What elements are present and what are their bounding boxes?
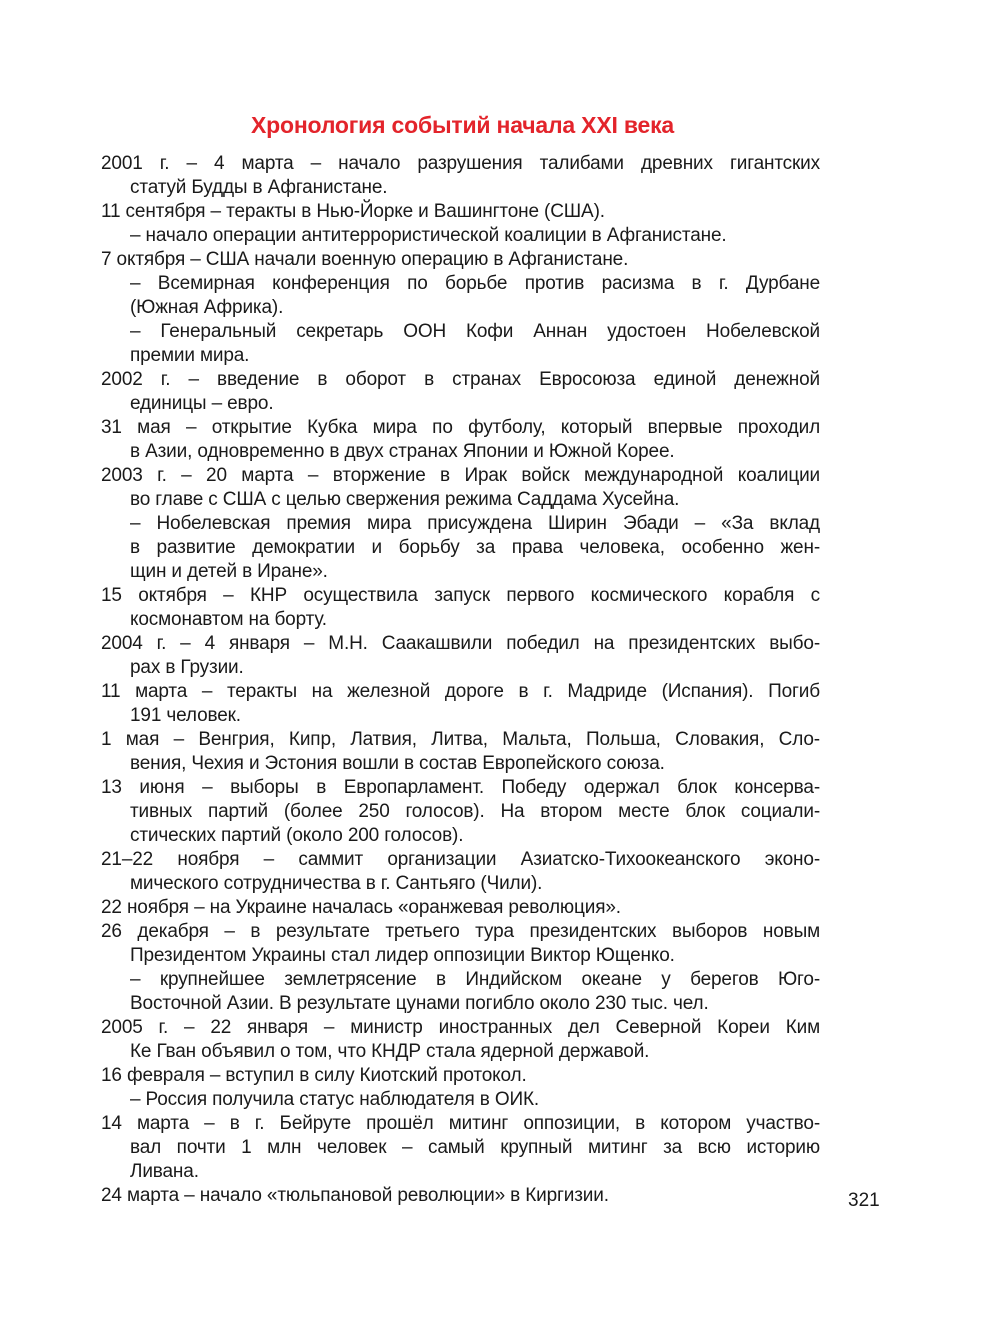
chronology-entry (101, 1016, 820, 1064)
chronology-sub-entry (101, 224, 820, 248)
entry-line: 191 человек. (130, 705, 241, 726)
entry-line: 13 июня – выборы в Европарламент. Победу одержал блок консерва- (101, 777, 820, 798)
entry-line: премии мира. (130, 345, 250, 366)
chronology-entry (101, 776, 820, 848)
entry-line: в развитие демократии и борьбу за права человека, особенно жен- (130, 537, 820, 558)
entry-line: – Россия получила статус наблюдателя в ОИК. (130, 1089, 540, 1110)
entry-line: 24 марта – начало «тюльпановой революции» в Киргизии. (101, 1185, 609, 1206)
entry-line: (Южная Африка). (130, 297, 284, 318)
entry-line: Президентом Украины стал лидер оппозиции Виктор Ющенко. (130, 945, 675, 966)
entry-line: вения, Чехия и Эстония вошли в состав Европейского союза. (130, 753, 665, 774)
entry-line: 2004 г. – 4 января – М.Н. Саакашвили победил на президентских выбо- (101, 633, 820, 654)
entry-line: статуй Будды в Афганистане. (130, 177, 388, 198)
entry-line: стических партий (около 200 голосов). (130, 825, 464, 846)
chronology-entry (101, 368, 820, 416)
chronology-sub-entry (101, 1088, 820, 1112)
entry-line: единицы – евро. (130, 393, 274, 414)
entry-line: 2001 г. – 4 марта – начало разрушения талибами древних гигантских (101, 153, 820, 174)
entry-line: 21–22 ноября – саммит организации Азиатско-Тихоокеанского эконо- (101, 849, 820, 870)
entry-line: 26 декабря – в результате третьего тура президентских выборов новым (101, 921, 820, 942)
chronology-entry (101, 464, 820, 512)
chronology-entry (101, 248, 820, 272)
entry-line: – начало операции антитеррористической коалиции в Афганистане. (130, 225, 727, 246)
entry-line: Ке Гван объявил о том, что КНДР стала ядерной державой. (130, 1041, 650, 1062)
entry-line: 2002 г. – введение в оборот в странах Евросоюза единой денежной (101, 369, 820, 390)
chronology-entry (101, 152, 820, 200)
entry-line: щин и детей в Иране». (130, 561, 328, 582)
page-number: 321 (848, 1190, 880, 1211)
chronology-entry (101, 920, 820, 968)
entry-line: – Нобелевская премия мира присуждена Ширин Эбади – «За вклад (130, 513, 820, 534)
entry-line: во главе с США с целью свержения режима Саддама Хусейна. (130, 489, 680, 510)
page-title: Хронология событий начала XXI века (251, 112, 674, 138)
chronology-entry (101, 632, 820, 680)
chronology-sub-entry (101, 272, 820, 320)
entry-line: – Генеральный секретарь ООН Кофи Аннан удостоен Нобелевской (130, 321, 820, 342)
entry-line: 15 октября – КНР осуществила запуск первого космического корабля с (101, 585, 820, 606)
chronology-list (101, 152, 820, 1208)
entry-line: 31 мая – открытие Кубка мира по футболу, который впервые проходил (101, 417, 820, 438)
entry-line: – Всемирная конференция по борьбе против расизма в г. Дурбане (130, 273, 820, 294)
entry-line: вал почти 1 млн человек – самый крупный митинг за всю историю (130, 1137, 820, 1158)
entry-line: – крупнейшее землетрясение в Индийском океане у берегов Юго- (130, 969, 820, 990)
entry-line: 16 февраля – вступил в силу Киотский протокол. (101, 1065, 527, 1086)
entry-line: 22 ноября – на Украине началась «оранжевая революция». (101, 897, 621, 918)
entry-line: Ливана. (130, 1161, 199, 1182)
entry-line: 2003 г. – 20 марта – вторжение в Ирак войск международной коалиции (101, 465, 820, 486)
chronology-sub-entry (101, 320, 820, 368)
entry-line: космонавтом на борту. (130, 609, 327, 630)
entry-line: 1 мая – Венгрия, Кипр, Латвия, Литва, Мальта, Польша, Словакия, Сло- (101, 729, 820, 750)
chronology-entry (101, 1064, 820, 1088)
chronology-entry (101, 1112, 820, 1184)
entry-line: тивных партий (более 250 голосов). На втором месте блок социали- (130, 801, 820, 822)
chronology-entry (101, 728, 820, 776)
chronology-entry (101, 416, 820, 464)
chronology-entry (101, 584, 820, 632)
entry-line: рах в Грузии. (130, 657, 244, 678)
chronology-entry (101, 680, 820, 728)
chronology-entry (101, 200, 820, 224)
chronology-entry (101, 1184, 820, 1208)
entry-line: мического сотрудничества в г. Сантьяго (Чили). (130, 873, 543, 894)
entry-line: Восточной Азии. В результате цунами погибло около 230 тыс. чел. (130, 993, 709, 1014)
chronology-entry (101, 848, 820, 896)
entry-line: в Азии, одновременно в двух странах Японии и Южной Корее. (130, 441, 675, 462)
entry-line: 2005 г. – 22 января – министр иностранных дел Северной Кореи Ким (101, 1017, 820, 1038)
entry-line: 11 сентября – теракты в Нью-Йорке и Вашингтоне (США). (101, 201, 605, 222)
entry-line: 14 марта – в г. Бейруте прошёл митинг оппозиции, в котором участво- (101, 1113, 820, 1134)
chronology-entry (101, 896, 820, 920)
entry-line: 11 марта – теракты на железной дороге в г. Мадриде (Испания). Погиб (101, 681, 820, 702)
chronology-sub-entry (101, 512, 820, 584)
chronology-sub-entry (101, 968, 820, 1016)
entry-line: 7 октября – США начали военную операцию в Афганистане. (101, 249, 629, 270)
